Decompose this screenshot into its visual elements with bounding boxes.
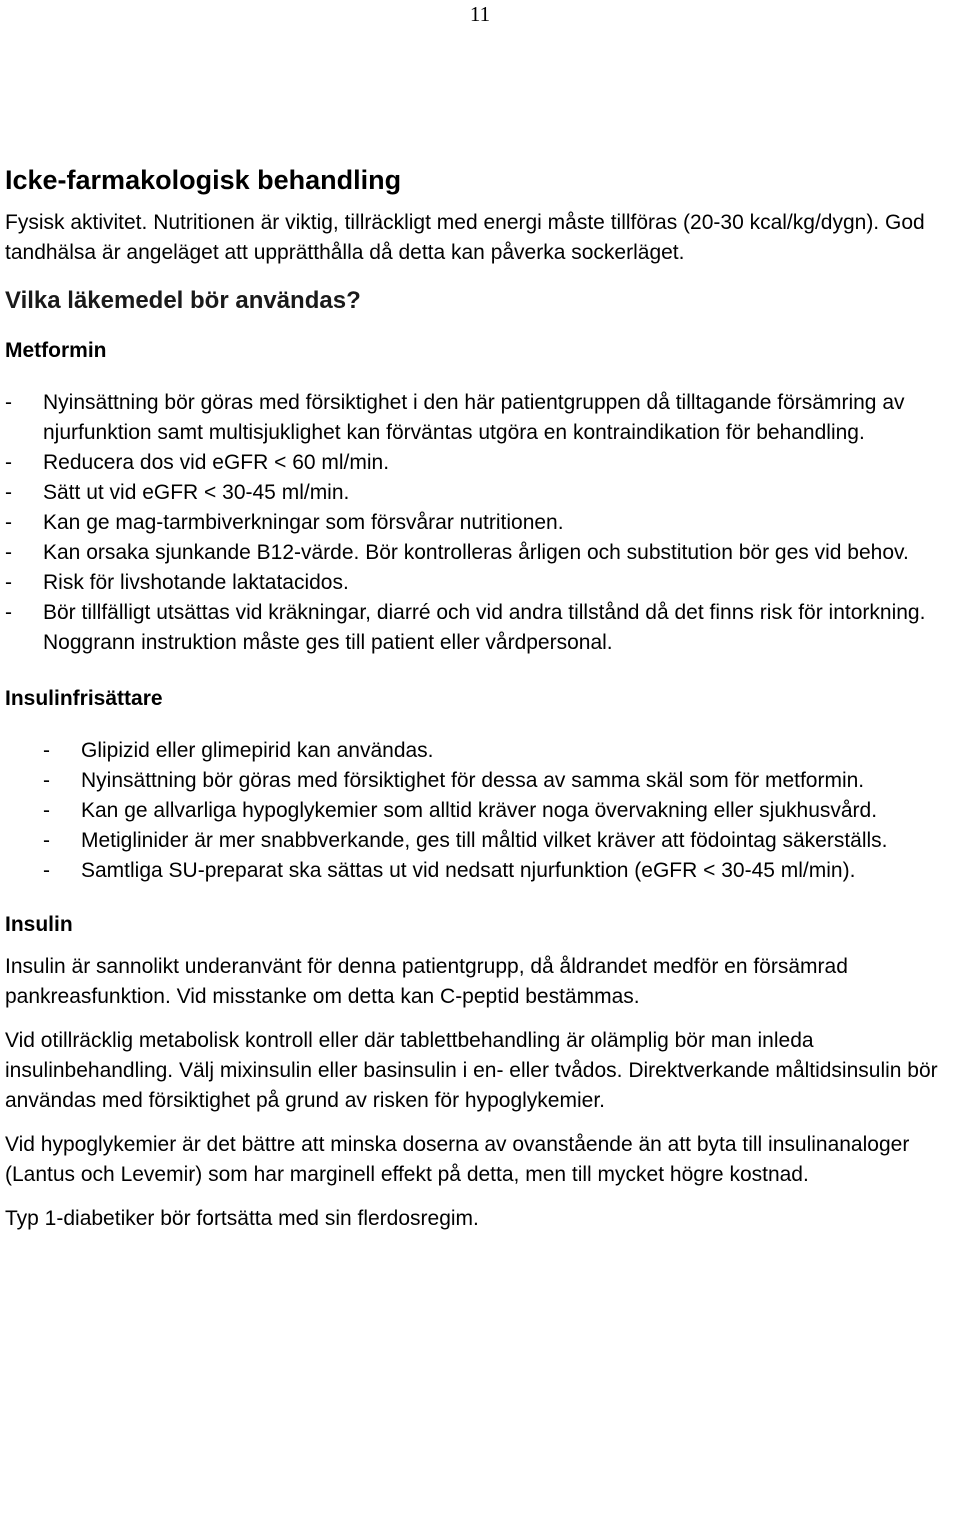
list-item: - Kan ge allvarliga hypoglykemier som alltid kräver noga övervakning eller sjukhusvård. <box>43 796 957 826</box>
list-item: - Glipizid eller glimepirid kan användas. <box>43 736 957 766</box>
document-body <box>5 164 957 1234</box>
insulin-paragraph: Typ 1-diabetiker bör fortsätta med sin flerdosregim. <box>5 1207 479 1230</box>
insulinfrisattare-section <box>5 684 957 886</box>
metformin-heading: Metformin <box>5 339 107 362</box>
list-item: - Kan orsaka sjunkande B12-värde. Bör kontrolleras årligen och substitution bör ges vid behov. <box>5 538 957 568</box>
insulin-paragraph: Vid hypoglykemier är det bättre att minska doserna av ovanstående än att byta till insulinanaloger (Lantus och Levemir) som har marginell effekt på detta, men till mycket högre kostnad. <box>5 1133 910 1186</box>
insulinfrisattare-heading: Insulinfrisättare <box>5 687 163 710</box>
list-item: - Risk för livshotande laktatacidos. <box>5 568 957 598</box>
section-heading-non-pharmacological: Icke-farmakologisk behandling <box>5 165 402 195</box>
list-item: - Kan ge mag-tarmbiverkningar som försvårar nutritionen. <box>5 508 957 538</box>
list-item: - Nyinsättning bör göras med försiktighet för dessa av samma skäl som för metformin. <box>43 766 957 796</box>
insulin-heading: Insulin <box>5 913 73 936</box>
list-item: - Samtliga SU-preparat ska sättas ut vid nedsatt njurfunktion (eGFR < 30-45 ml/min). <box>43 856 957 886</box>
metformin-list <box>5 388 957 658</box>
list-item: - Nyinsättning bör göras med försiktighet i den här patientgruppen då tilltagande försämring av njurfunktion samt multisjuklighet kan förväntas utgöra en kontraindikation för behandling. <box>5 388 957 448</box>
list-item: - Reducera dos vid eGFR < 60 ml/min. <box>5 448 957 478</box>
insulin-paragraph: Insulin är sannolikt underanvänt för denna patientgrupp, då åldrandet medför en försämrad pankreasfunktion. Vid misstanke om detta kan C-peptid bestämmas. <box>5 955 848 1008</box>
insulin-paragraph: Vid otillräcklig metabolisk kontroll eller där tablettbehandling är olämplig bör man inleda insulinbehandling. Välj mixinsulin eller basinsulin i en- eller tvådos. Direktverkande måltidsinsulin bör användas med försiktighet på grund av risken för hypoglykemier. <box>5 1029 938 1112</box>
paragraph-nutrition: Fysisk aktivitet. Nutritionen är viktig, tillräckligt med energi måste tillföras (20-30 kcal/kg/dygn). God tandhälsa är angeläget att upprätthålla då detta kan påverka sockerläget. <box>5 211 925 264</box>
section-heading-medications: Vilka läkemedel bör användas? <box>5 287 361 314</box>
list-item: - Sätt ut vid eGFR < 30-45 ml/min. <box>5 478 957 508</box>
page-number: 11 <box>469 2 491 26</box>
list-item: - Bör tillfälligt utsättas vid kräkningar, diarré och vid andra tillstånd då det finns risk för intorkning. Noggrann instruktion måste ges till patient eller vårdpersonal. <box>5 598 957 658</box>
insulinfrisattare-list <box>43 736 957 886</box>
list-item: - Metiglinider är mer snabbverkande, ges till måltid vilket kräver att födointag säkerställs. <box>43 826 957 856</box>
metformin-section <box>5 336 957 658</box>
insulin-section <box>5 910 957 1234</box>
